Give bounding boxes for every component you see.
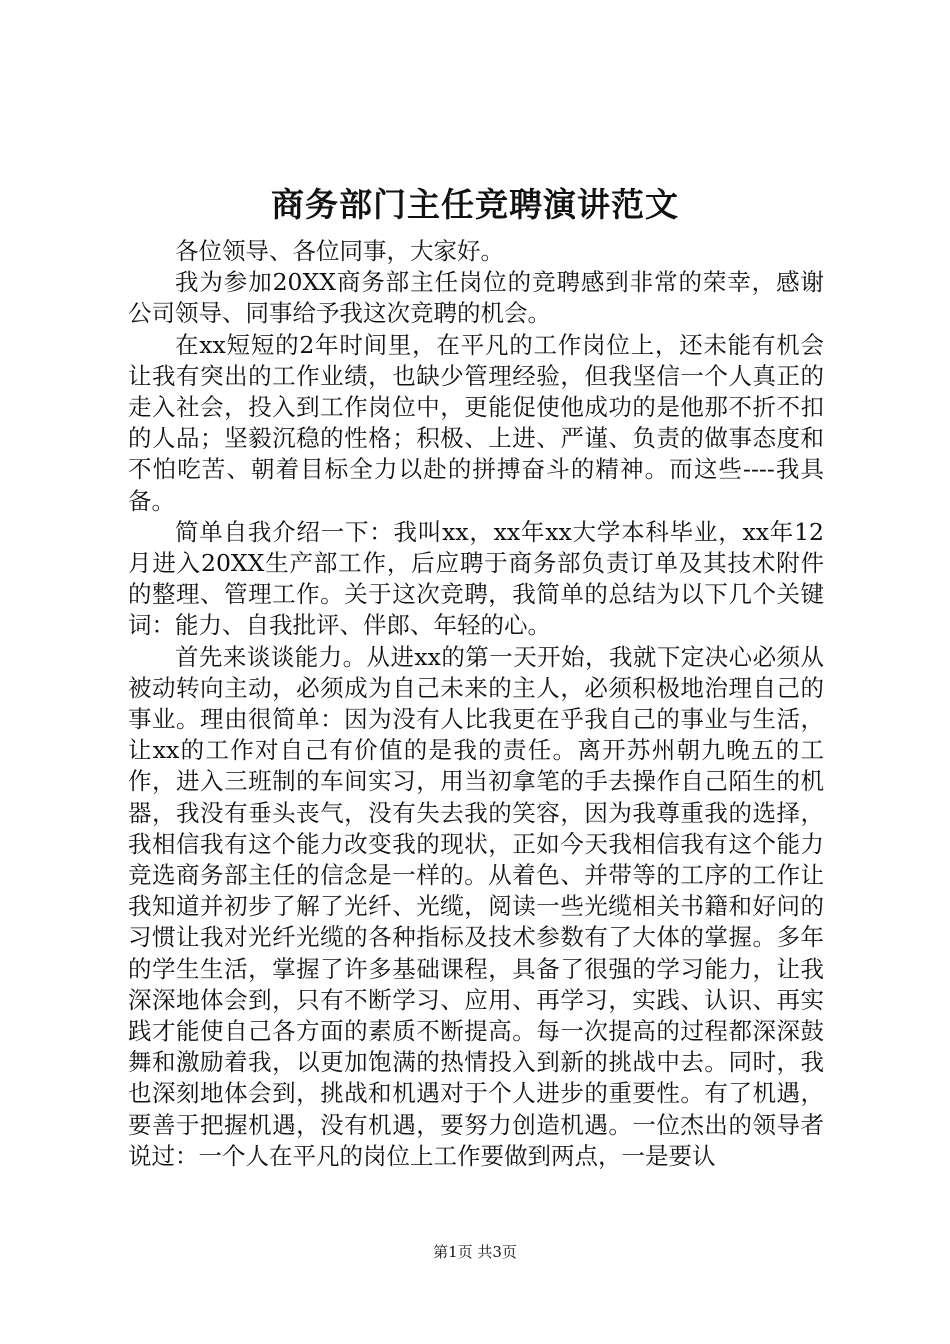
document-body xyxy=(128,236,824,1172)
document-title: 商务部门主任竞聘演讲范文 xyxy=(271,185,679,224)
paragraph-thanks: 我为参加20XX商务部主任岗位的竞聘感到非常的荣幸，感谢公司领导、同事给予我这次竞聘的机会。 xyxy=(128,268,824,328)
page-number-footer: 第1页 共3页 xyxy=(433,1243,517,1261)
paragraph-introduction: 简单自我介绍一下：我叫xx，xx年xx大学本科毕业，xx年12月进入20XX生产部工作，后应聘于商务部负责订单及其技术附件的整理、管理工作。关于这次竞聘，我简单的总结为以下几个关键词：能力、自我批评、伴郎、年轻的心。 xyxy=(128,517,824,640)
paragraph-greeting: 各位领导、各位同事，大家好。 xyxy=(175,237,504,265)
paragraph-ability: 首先来谈谈能力。从进xx的第一天开始，我就下定决心必须从被动转向主动，必须成为自己未来的主人，必须积极地治理自己的事业。理由很简单：因为没有人比我更在乎我自己的事业与生活，让xx的工作对自己有价值的是我的责任。离开苏州朝九晚五的工作，进入三班制的车间实习，用当初拿笔的手去操作自己陌生的机器，我没有垂头丧气，没有失去我的笑容，因为我尊重我的选择，我相信我有这个能力改变我的现状，正如今天我相信我有这个能力竞选商务部主任的信念是一样的。从着色、并带等的工序的工作让我知道并初步了解了光纤、光缆，阅读一些光缆相关书籍和好问的习惯让我对光纤光缆的各种指标及技术参数有了大体的掌握。多年的学生生活，掌握了许多基础课程，具备了很强的学习能力，让我深深地体会到，只有不断学习、应用、再学习，实践、认识、再实践才能使自己各方面的素质不断提高。每一次提高的过程都深深鼓舞和激励着我，以更加饱满的热情投入到新的挑战中去。同时，我也深刻地体会到，挑战和机遇对于个人进步的重要性。有了机遇，要善于把握机遇，没有机遇，要努力创造机遇。一位杰出的领导者说过：一个人在平凡的岗位上工作要做到两点，一是要认 xyxy=(128,642,824,1170)
paragraph-character: 在xx短短的2年时间里，在平凡的工作岗位上，还未能有机会让我有突出的工作业绩，也缺少管理经验，但我坚信一个人真正的走入社会，投入到工作岗位中，更能促使他成功的是他那不折不扣的人品；坚毅沉稳的性格；积极、上进、严谨、负责的做事态度和不怕吃苦、朝着目标全力以赴的拼搏奋斗的精神。而这些----我具备。 xyxy=(128,330,824,515)
